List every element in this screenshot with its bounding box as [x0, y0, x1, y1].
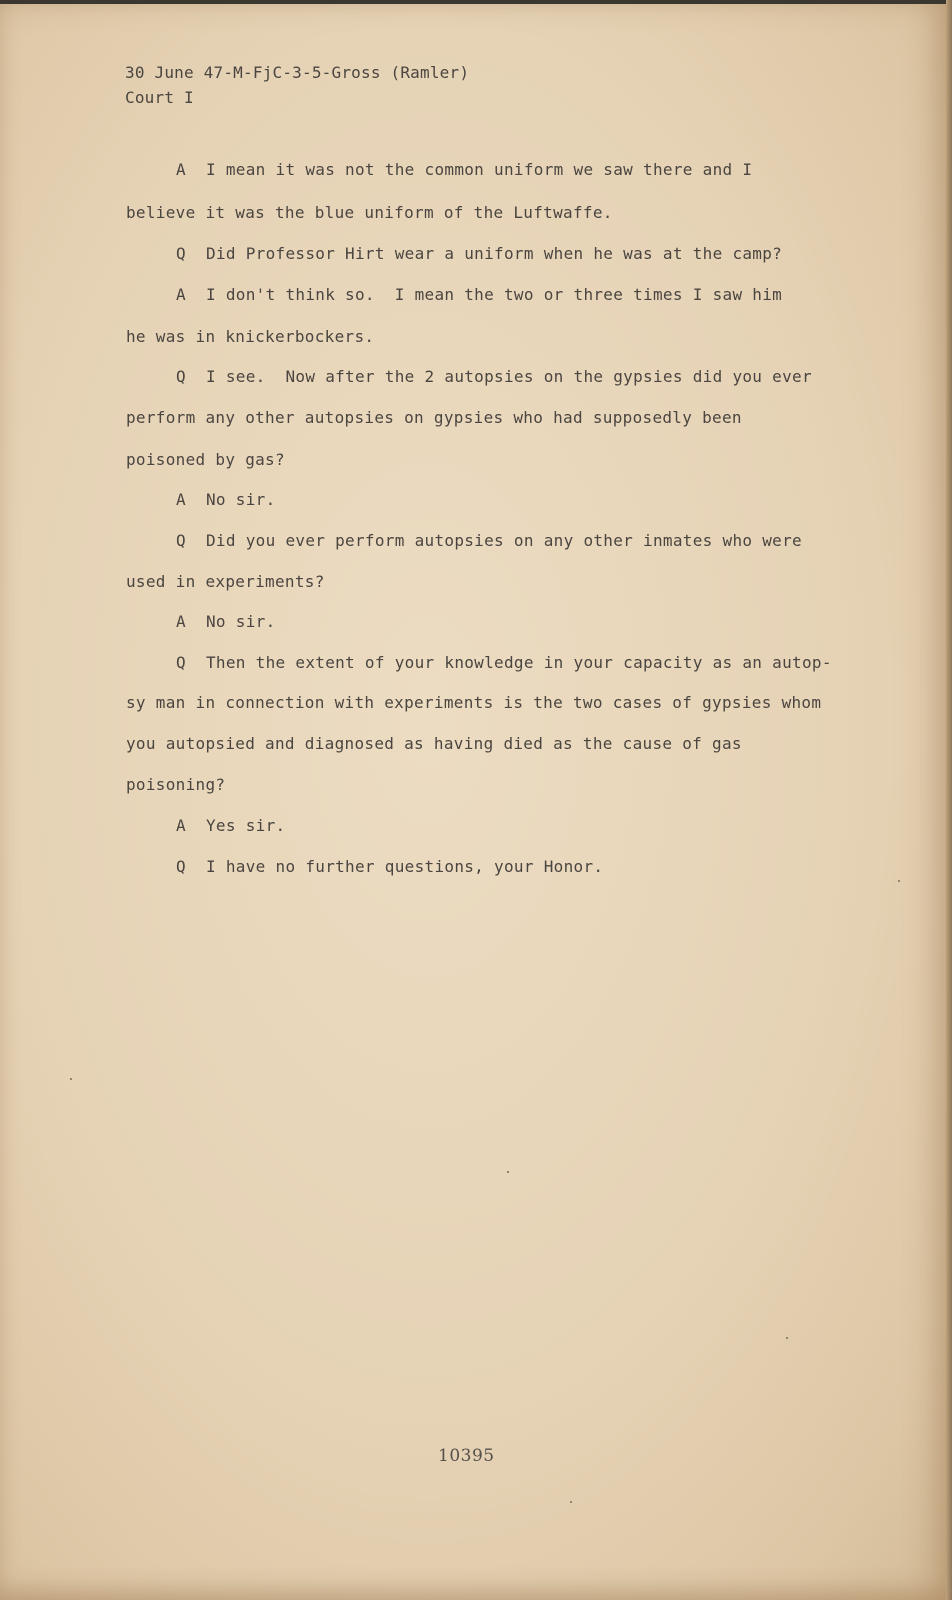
- page-right-edge: [946, 0, 952, 1600]
- transcript-line: [176, 367, 812, 386]
- header-line-1: 30 June 47-M-FjC-3-5-Gross (Ramler): [125, 63, 470, 82]
- transcript-line: [126, 572, 325, 591]
- transcript-line: [126, 450, 285, 469]
- line-text: No sir.: [206, 490, 276, 509]
- transcript-line: [176, 612, 276, 631]
- transcript-line: [126, 693, 821, 712]
- page-top-edge: [0, 0, 952, 4]
- line-text: sy man in connection with experiments is the two cases of gypsies whom: [126, 693, 822, 712]
- paper-speck: [898, 880, 900, 882]
- speaker-marker: A: [176, 612, 186, 631]
- speaker-marker: A: [176, 490, 186, 509]
- speaker-marker: A: [176, 285, 186, 304]
- transcript-line: [126, 203, 613, 222]
- transcript-line: [126, 734, 742, 753]
- header-line-2: Court I: [125, 88, 194, 107]
- speaker-marker: Q: [176, 367, 186, 386]
- line-text: Did Professor Hirt wear a uniform when he was at the camp?: [206, 244, 783, 263]
- transcript-line: [126, 775, 225, 794]
- speaker-marker: Q: [176, 653, 186, 672]
- page-number: 10395: [438, 1446, 495, 1466]
- paper-speck: [786, 1337, 788, 1339]
- line-text: I see. Now after the 2 autopsies on the gypsies did you ever: [206, 367, 812, 386]
- line-text: I mean it was not the common uniform we saw there and I: [206, 160, 753, 179]
- line-text: Yes sir.: [206, 816, 286, 835]
- transcript-line: [176, 816, 285, 835]
- line-text: poisoned by gas?: [126, 450, 285, 469]
- line-text: Did you ever perform autopsies on any other inmates who were: [206, 531, 802, 550]
- line-text: you autopsied and diagnosed as having died as the cause of gas: [126, 734, 742, 753]
- transcript-line: [176, 531, 802, 550]
- transcript-line: [126, 408, 742, 427]
- line-text: poisoning?: [126, 775, 226, 794]
- line-text: No sir.: [206, 612, 276, 631]
- document-header: [125, 60, 469, 110]
- paper-speck: [570, 1501, 572, 1503]
- transcript-line: [176, 244, 782, 263]
- line-text: Then the extent of your knowledge in your capacity as an autop-: [206, 653, 832, 672]
- transcript-line: [176, 285, 782, 304]
- speaker-marker: Q: [176, 857, 186, 876]
- transcript-line: [176, 653, 832, 672]
- transcript-line: [176, 160, 752, 179]
- transcript-line: [176, 490, 276, 509]
- transcript-line: [126, 327, 374, 346]
- line-text: I don't think so. I mean the two or three times I saw him: [206, 285, 783, 304]
- line-text: used in experiments?: [126, 572, 325, 591]
- speaker-marker: Q: [176, 244, 186, 263]
- paper-speck: [507, 1171, 509, 1173]
- speaker-marker: Q: [176, 531, 186, 550]
- transcript-line: [176, 857, 603, 876]
- line-text: perform any other autopsies on gypsies who had supposedly been: [126, 408, 742, 427]
- paper-speck: [70, 1078, 72, 1080]
- line-text: I have no further questions, your Honor.: [206, 857, 604, 876]
- speaker-marker: A: [176, 160, 186, 179]
- speaker-marker: A: [176, 816, 186, 835]
- line-text: he was in knickerbockers.: [126, 327, 375, 346]
- line-text: believe it was the blue uniform of the Luftwaffe.: [126, 203, 613, 222]
